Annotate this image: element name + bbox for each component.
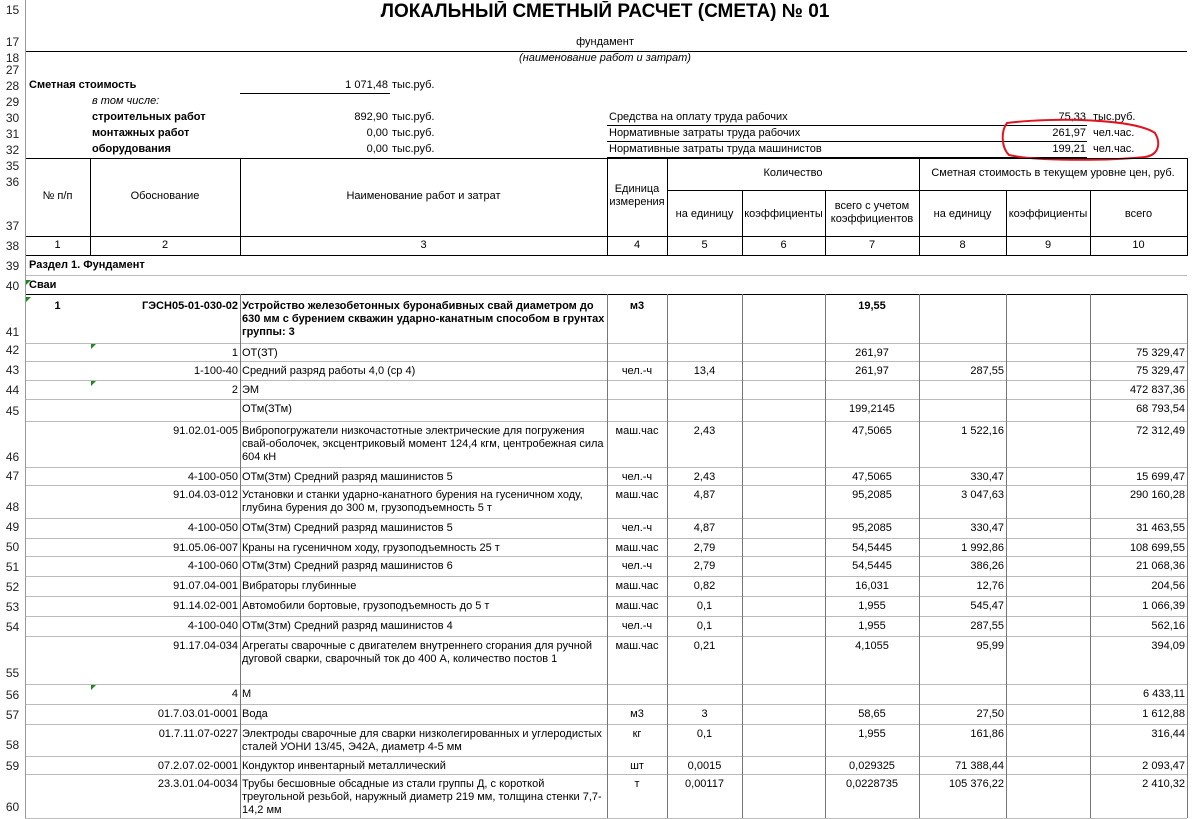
column-border xyxy=(742,294,743,818)
cell-name: ОТм(Зтм) Средний разряд машинистов 5 xyxy=(242,471,453,483)
colnum-9: 9 xyxy=(1044,239,1052,251)
row-border xyxy=(25,756,1187,757)
cell-code: 01.7.11.07-0227 xyxy=(158,728,238,740)
row-number[interactable]: 31 xyxy=(5,127,20,141)
header-num: № п/п xyxy=(42,190,73,202)
cell-code: 4-100-050 xyxy=(187,471,238,483)
row-number[interactable]: 47 xyxy=(5,469,20,483)
cell-ctot: 204,56 xyxy=(1151,580,1185,592)
cell-code: 07.2.07.02-0001 xyxy=(157,760,238,772)
cell-unit: кг xyxy=(632,728,642,740)
cell-ctot: 472 837,36 xyxy=(1129,384,1185,396)
cell-pu: 4,87 xyxy=(693,522,716,534)
cell-ctot: 21 068,36 xyxy=(1136,560,1185,572)
row-number[interactable]: 40 xyxy=(5,279,20,293)
hv9 xyxy=(1090,190,1091,256)
summary-including: в том числе: xyxy=(92,95,160,107)
column-border xyxy=(919,294,920,818)
row-border xyxy=(25,556,1187,557)
row-border xyxy=(25,538,1187,539)
cell-comment-marker xyxy=(91,344,96,349)
cell-cpu: 545,47 xyxy=(970,600,1004,612)
header-cost-per-unit: на единицу xyxy=(933,208,992,220)
hv3 xyxy=(607,158,608,256)
header-cost-total: всего xyxy=(1124,208,1153,220)
cell-ctot: 68 793,54 xyxy=(1136,403,1185,415)
header-cost: Сметная стоимость в текущем уровне цен, руб. xyxy=(931,167,1175,179)
summary-mounting-label: монтажных работ xyxy=(92,127,190,139)
row-number[interactable]: 56 xyxy=(5,688,20,702)
cell-unit: чел.-ч xyxy=(621,471,653,483)
summary-total-label: Сметная стоимость xyxy=(29,79,137,91)
cell-code: 91.04.03-012 xyxy=(173,489,238,501)
row-number[interactable]: 32 xyxy=(5,143,20,157)
cell-pu: 0,1 xyxy=(696,728,713,740)
cell-tot: 0,029325 xyxy=(849,760,895,772)
row-number[interactable]: 30 xyxy=(5,111,20,125)
cell-tot: 95,2085 xyxy=(852,522,892,534)
row-border xyxy=(25,485,1187,486)
cell-cpu: 3 047,63 xyxy=(961,489,1004,501)
cell-name: Устройство железобетонных буронабивных свай диаметром до 630 мм с бурением скважин ударно-канатным способом в грунтах группы: 3 xyxy=(242,300,605,338)
cell-pu: 13,4 xyxy=(693,365,716,377)
cell-comment-marker xyxy=(91,381,96,386)
cell-code: 4-100-040 xyxy=(187,620,238,632)
cell-cpu: 287,55 xyxy=(970,365,1004,377)
row-number[interactable]: 43 xyxy=(5,363,20,377)
header-unit: Единица измерения xyxy=(609,183,665,208)
object-caption: (наименование работ и затрат) xyxy=(519,52,691,64)
cell-name: Электроды сварочные для сварки низколегированных и углеродистых сталей УОНИ 13/45, Э42А, диаметр 4-5 мм xyxy=(242,728,602,753)
row-number[interactable]: 59 xyxy=(5,759,20,773)
cell-code: ГЭСН05-01-030-02 xyxy=(142,300,238,312)
cell-ctot: 72 312,49 xyxy=(1136,425,1185,437)
cell-name: Кондуктор инвентарный металлический xyxy=(242,760,446,772)
cell-cpu: 330,47 xyxy=(970,471,1004,483)
cell-cpu: 161,86 xyxy=(970,728,1004,740)
row-border xyxy=(25,704,1187,705)
column-border xyxy=(825,294,826,818)
row-number[interactable]: 45 xyxy=(5,404,20,418)
cell-ctot: 108 699,55 xyxy=(1129,542,1185,554)
table-top-border xyxy=(25,158,1187,159)
cell-code: 1-100-40 xyxy=(193,365,238,377)
cell-pu: 0,1 xyxy=(696,600,713,612)
row-border xyxy=(25,343,1187,344)
worker-hours-value: 261,97 xyxy=(1052,127,1086,139)
summary-mounting-value: 0,00 xyxy=(366,127,388,139)
row-number[interactable]: 58 xyxy=(5,738,20,752)
cell-ctot: 1 612,88 xyxy=(1142,708,1185,720)
row-border xyxy=(25,399,1187,400)
cell-name: ОТм(Зтм) Средний разряд машинистов 6 xyxy=(242,560,453,572)
hv5 xyxy=(742,190,743,256)
row-border xyxy=(25,596,1187,597)
cell-unit: т xyxy=(634,778,640,790)
cell-ctot: 75 329,47 xyxy=(1136,347,1185,359)
cell-ctot: 15 699,47 xyxy=(1136,471,1185,483)
operator-hours-unit: чел.час. xyxy=(1093,143,1135,155)
cell-name: ЭМ xyxy=(242,384,260,396)
hv10 xyxy=(1187,158,1188,256)
cell-tot: 261,97 xyxy=(855,347,889,359)
cell-cpu: 330,47 xyxy=(970,522,1004,534)
cell-pu: 2,43 xyxy=(693,425,716,437)
cell-pu: 0,1 xyxy=(696,620,713,632)
row-number[interactable]: 39 xyxy=(5,259,20,273)
cell-code: 4-100-050 xyxy=(187,522,238,534)
cell-tot: 58,65 xyxy=(858,708,886,720)
worker-hours-unit: чел.час. xyxy=(1093,127,1135,139)
cell-pu: 0,82 xyxy=(693,580,716,592)
cell-code: 2 xyxy=(231,384,238,396)
cell-name: ОТм(Зтм) Средний разряд машинистов 4 xyxy=(242,620,453,632)
section-border xyxy=(25,275,1187,276)
row-border xyxy=(25,576,1187,577)
cell-code: 1 xyxy=(231,347,238,359)
cell-ctot: 290 160,28 xyxy=(1129,489,1185,501)
cell-pu: 2,43 xyxy=(693,471,716,483)
row-border xyxy=(25,774,1187,775)
row-number[interactable]: 52 xyxy=(5,580,20,594)
cell-cpu: 105 376,22 xyxy=(948,778,1004,790)
worker-hours-label: Нормативные затраты труда рабочих xyxy=(609,127,801,139)
hv4 xyxy=(667,158,668,256)
cell-ctot: 2 410,32 xyxy=(1142,778,1185,790)
summary-equipment-value: 0,00 xyxy=(366,143,388,155)
cell-comment-marker xyxy=(91,685,96,690)
row-number[interactable]: 41 xyxy=(5,325,20,339)
cell-name: Трубы бесшовные обсадные из стали группы Д, с короткой треугольной резьбой, наружный диаметр 219 мм, толщина стенки 7,7-14,2 мм xyxy=(242,778,602,816)
row-number[interactable]: 29 xyxy=(5,95,20,109)
cell-name: ОТм(Зтм) Средний разряд машинистов 5 xyxy=(242,522,453,534)
summary-mounting-unit: тыс.руб. xyxy=(392,127,435,139)
cell-name: Вибраторы глубинные xyxy=(242,580,357,592)
cell-code: 91.02.01-005 xyxy=(173,425,238,437)
row-number[interactable]: 46 xyxy=(5,450,20,464)
row-header-border xyxy=(25,0,26,818)
cell-ctot: 394,09 xyxy=(1151,640,1185,652)
cell-code: 4 xyxy=(231,688,238,700)
column-border xyxy=(240,294,241,818)
cell-unit: чел.-ч xyxy=(621,522,653,534)
cell-tot: 16,031 xyxy=(855,580,889,592)
cell-name: М xyxy=(242,688,252,700)
operator-hours-value: 199,21 xyxy=(1052,143,1086,155)
cell-unit: м3 xyxy=(629,300,645,312)
cell-tot: 1,955 xyxy=(858,600,886,612)
cell-pu: 4,87 xyxy=(693,489,716,501)
cell-code: 91.17.04-034 xyxy=(173,640,238,652)
colnum-4: 4 xyxy=(633,239,641,251)
hv2 xyxy=(240,158,241,256)
cell-pu: 2,79 xyxy=(693,542,716,554)
header-per-unit: на единицу xyxy=(675,208,734,220)
hv6 xyxy=(825,190,826,256)
row-border xyxy=(25,636,1187,637)
cell-code: 4-100-060 xyxy=(187,560,238,572)
cell-tot: 47,5065 xyxy=(852,471,892,483)
colnum-10: 10 xyxy=(1132,239,1145,251)
labor-fund-unit: тыс.руб. xyxy=(1093,111,1136,123)
cell-n: 1 xyxy=(54,300,61,312)
column-border xyxy=(1006,294,1007,818)
cell-pu: 0,0015 xyxy=(687,760,722,772)
operator-hours-label: Нормативные затраты труда машинистов xyxy=(609,143,822,155)
column-border xyxy=(1187,294,1188,818)
cell-cpu: 95,99 xyxy=(976,640,1004,652)
row-number[interactable]: 17 xyxy=(5,35,20,49)
column-border xyxy=(1090,294,1091,818)
cell-name: Вибропогружатели низкочастотные электрические для погружения свай-оболочек, эксцентриковый момент 124,4 кгм, центробежная сила 604 кН xyxy=(242,425,604,463)
object-name: фундамент xyxy=(576,36,634,48)
cell-unit: шт xyxy=(630,760,644,772)
row-number[interactable]: 18 xyxy=(5,51,20,65)
cell-tot: 95,2085 xyxy=(852,489,892,501)
cell-cpu: 71 388,44 xyxy=(955,760,1004,772)
qty-subheader-border xyxy=(667,190,919,191)
summary-construction-label: строительных работ xyxy=(92,111,206,123)
row-number[interactable]: 53 xyxy=(5,600,20,614)
cell-cpu: 386,26 xyxy=(970,560,1004,572)
cell-pu: 3 xyxy=(701,708,708,720)
summary-construction-value: 892,90 xyxy=(354,111,388,123)
total-underline xyxy=(240,93,390,94)
subsection-title: Сваи xyxy=(29,279,57,291)
cell-unit: маш.час xyxy=(615,489,659,501)
cell-unit: маш.час xyxy=(615,640,659,652)
header-coef: коэффициенты xyxy=(744,208,823,220)
cell-name: Установки и станки ударно-канатного бурения на гусеничном ходу, глубина бурения до 300 м, грузоподъемность 5 т xyxy=(242,489,583,514)
row-number[interactable]: 38 xyxy=(5,239,20,253)
cell-ctot: 1 066,39 xyxy=(1142,600,1185,612)
cell-cpu: 287,55 xyxy=(970,620,1004,632)
column-border xyxy=(607,294,608,818)
cell-tot: 1,955 xyxy=(858,728,886,740)
labor-fund-value: 75,33 xyxy=(1058,111,1086,123)
row-number[interactable]: 55 xyxy=(5,666,20,680)
cell-name: Краны на гусеничном ходу, грузоподъемность 25 т xyxy=(242,542,500,554)
header-basis: Обоснование xyxy=(130,190,200,202)
cell-cpu: 27,50 xyxy=(976,708,1004,720)
cell-comment-marker xyxy=(26,280,31,285)
cell-comment-marker xyxy=(26,297,31,302)
cell-unit: маш.час xyxy=(615,425,659,437)
cell-pu: 2,79 xyxy=(693,560,716,572)
cell-unit: чел.-ч xyxy=(621,365,653,377)
row-number[interactable]: 35 xyxy=(5,159,20,173)
cell-tot: 199,2145 xyxy=(849,403,895,415)
row-border xyxy=(25,518,1187,519)
hv1 xyxy=(90,158,91,256)
row-number[interactable]: 50 xyxy=(5,540,20,554)
header-total-coef: всего с учетом коэффициентов xyxy=(830,200,914,225)
cell-unit: маш.час xyxy=(615,600,659,612)
cell-ctot: 2 093,47 xyxy=(1142,760,1185,772)
cell-unit: маш.час xyxy=(615,542,659,554)
row-border xyxy=(25,724,1187,725)
cell-pu: 0,00117 xyxy=(685,778,724,790)
cell-name: Средний разряд работы 4,0 (ср 4) xyxy=(242,365,416,377)
header-name: Наименование работ и затрат xyxy=(346,190,501,202)
cell-ctot: 75 329,47 xyxy=(1136,365,1185,377)
cost-subheader-border xyxy=(919,190,1187,191)
header-qty: Количество xyxy=(763,167,823,179)
section-title: Раздел 1. Фундамент xyxy=(29,259,145,271)
cell-code: 23.3.01.04-0034 xyxy=(157,778,238,790)
cell-ctot: 562,16 xyxy=(1151,620,1185,632)
cell-name: Агрегаты сварочные с двигателем внутреннего сгорания для ручной дуговой сварки, сварочный ток до 400 А, количество постов 1 xyxy=(242,640,593,665)
hv7 xyxy=(919,158,920,256)
row-number[interactable]: 36 xyxy=(5,175,20,189)
row-border xyxy=(25,361,1187,362)
cell-tot: 261,97 xyxy=(855,365,889,377)
row-number[interactable]: 51 xyxy=(5,560,20,574)
colnum-8: 8 xyxy=(959,239,966,251)
row-border xyxy=(25,467,1187,468)
row-number[interactable]: 48 xyxy=(5,500,20,514)
cell-code: 91.05.06-007 xyxy=(173,542,238,554)
cell-name: Вода xyxy=(242,708,268,720)
colnum-1: 1 xyxy=(54,239,61,251)
colnum-6: 6 xyxy=(780,239,787,251)
hv8 xyxy=(1006,190,1007,256)
colnum-2: 2 xyxy=(161,239,169,251)
cell-ctot: 316,44 xyxy=(1151,728,1185,740)
subsection-border xyxy=(25,294,1187,295)
cell-tot: 54,5445 xyxy=(852,542,892,554)
cell-name: ОТ(ЗТ) xyxy=(242,347,278,359)
cell-tot: 0,0228735 xyxy=(846,778,898,790)
row-border xyxy=(25,421,1187,422)
cell-pu: 0,21 xyxy=(693,640,716,652)
summary-total-value: 1 071,48 xyxy=(345,79,388,91)
cell-cpu: 1 522,16 xyxy=(961,425,1004,437)
row-number[interactable]: 54 xyxy=(5,620,20,634)
cell-code: 91.07.04-001 xyxy=(173,580,238,592)
cell-unit: чел.-ч xyxy=(621,620,653,632)
cell-ctot: 31 463,55 xyxy=(1136,522,1185,534)
row-border xyxy=(25,616,1187,617)
cell-unit: чел.-ч xyxy=(621,560,653,572)
summary-equipment-label: оборудования xyxy=(92,143,171,155)
cell-cpu: 12,76 xyxy=(976,580,1004,592)
summary-total-unit: тыс.руб. xyxy=(392,79,435,91)
cell-name: ОТм(ЗТм) xyxy=(242,403,292,415)
cell-name: Автомобили бортовые, грузоподъемность до 5 т xyxy=(242,600,490,612)
header-cost-coef: коэффициенты xyxy=(1008,208,1088,220)
row-border xyxy=(25,380,1187,381)
cell-cpu: 1 992,86 xyxy=(961,542,1004,554)
row-number[interactable]: 60 xyxy=(5,800,20,814)
colnum-5: 5 xyxy=(701,239,708,251)
row-number[interactable]: 57 xyxy=(5,708,20,722)
cell-ctot: 6 433,11 xyxy=(1142,688,1185,700)
row-number[interactable]: 37 xyxy=(5,219,20,233)
row-number[interactable]: 42 xyxy=(5,343,20,357)
row-number[interactable]: 28 xyxy=(5,79,20,93)
cell-tot: 47,5065 xyxy=(852,425,892,437)
cell-code: 01.7.03.01-0001 xyxy=(157,708,238,720)
cell-unit: м3 xyxy=(630,708,644,720)
colnum-bottom-border xyxy=(25,255,1187,256)
cell-code: 91.14.02-001 xyxy=(173,600,238,612)
labor-fund-label: Средства на оплату труда рабочих xyxy=(609,111,788,123)
summary-construction-unit: тыс.руб. xyxy=(392,111,435,123)
colnum-7: 7 xyxy=(868,239,876,251)
red-highlight-ellipse xyxy=(995,117,1165,163)
header-bottom-border xyxy=(25,236,1187,237)
summary-equipment-unit: тыс.руб. xyxy=(392,143,435,155)
row-border xyxy=(25,684,1187,685)
column-border xyxy=(667,294,668,818)
row-number[interactable]: 27 xyxy=(5,63,20,77)
row-number[interactable]: 49 xyxy=(5,520,20,534)
row-number[interactable]: 15 xyxy=(5,3,20,17)
cell-tot: 19,55 xyxy=(858,300,886,312)
colnum-3: 3 xyxy=(420,239,427,251)
cell-tot: 54,5445 xyxy=(852,560,892,572)
row-number[interactable]: 44 xyxy=(5,383,20,397)
page-title: ЛОКАЛЬНЫЙ СМЕТНЫЙ РАСЧЕТ (СМЕТА) № 01 xyxy=(380,1,830,22)
cell-unit: маш.час xyxy=(615,580,659,592)
cell-tot: 1,955 xyxy=(858,620,886,632)
cell-tot: 4,1055 xyxy=(855,640,889,652)
